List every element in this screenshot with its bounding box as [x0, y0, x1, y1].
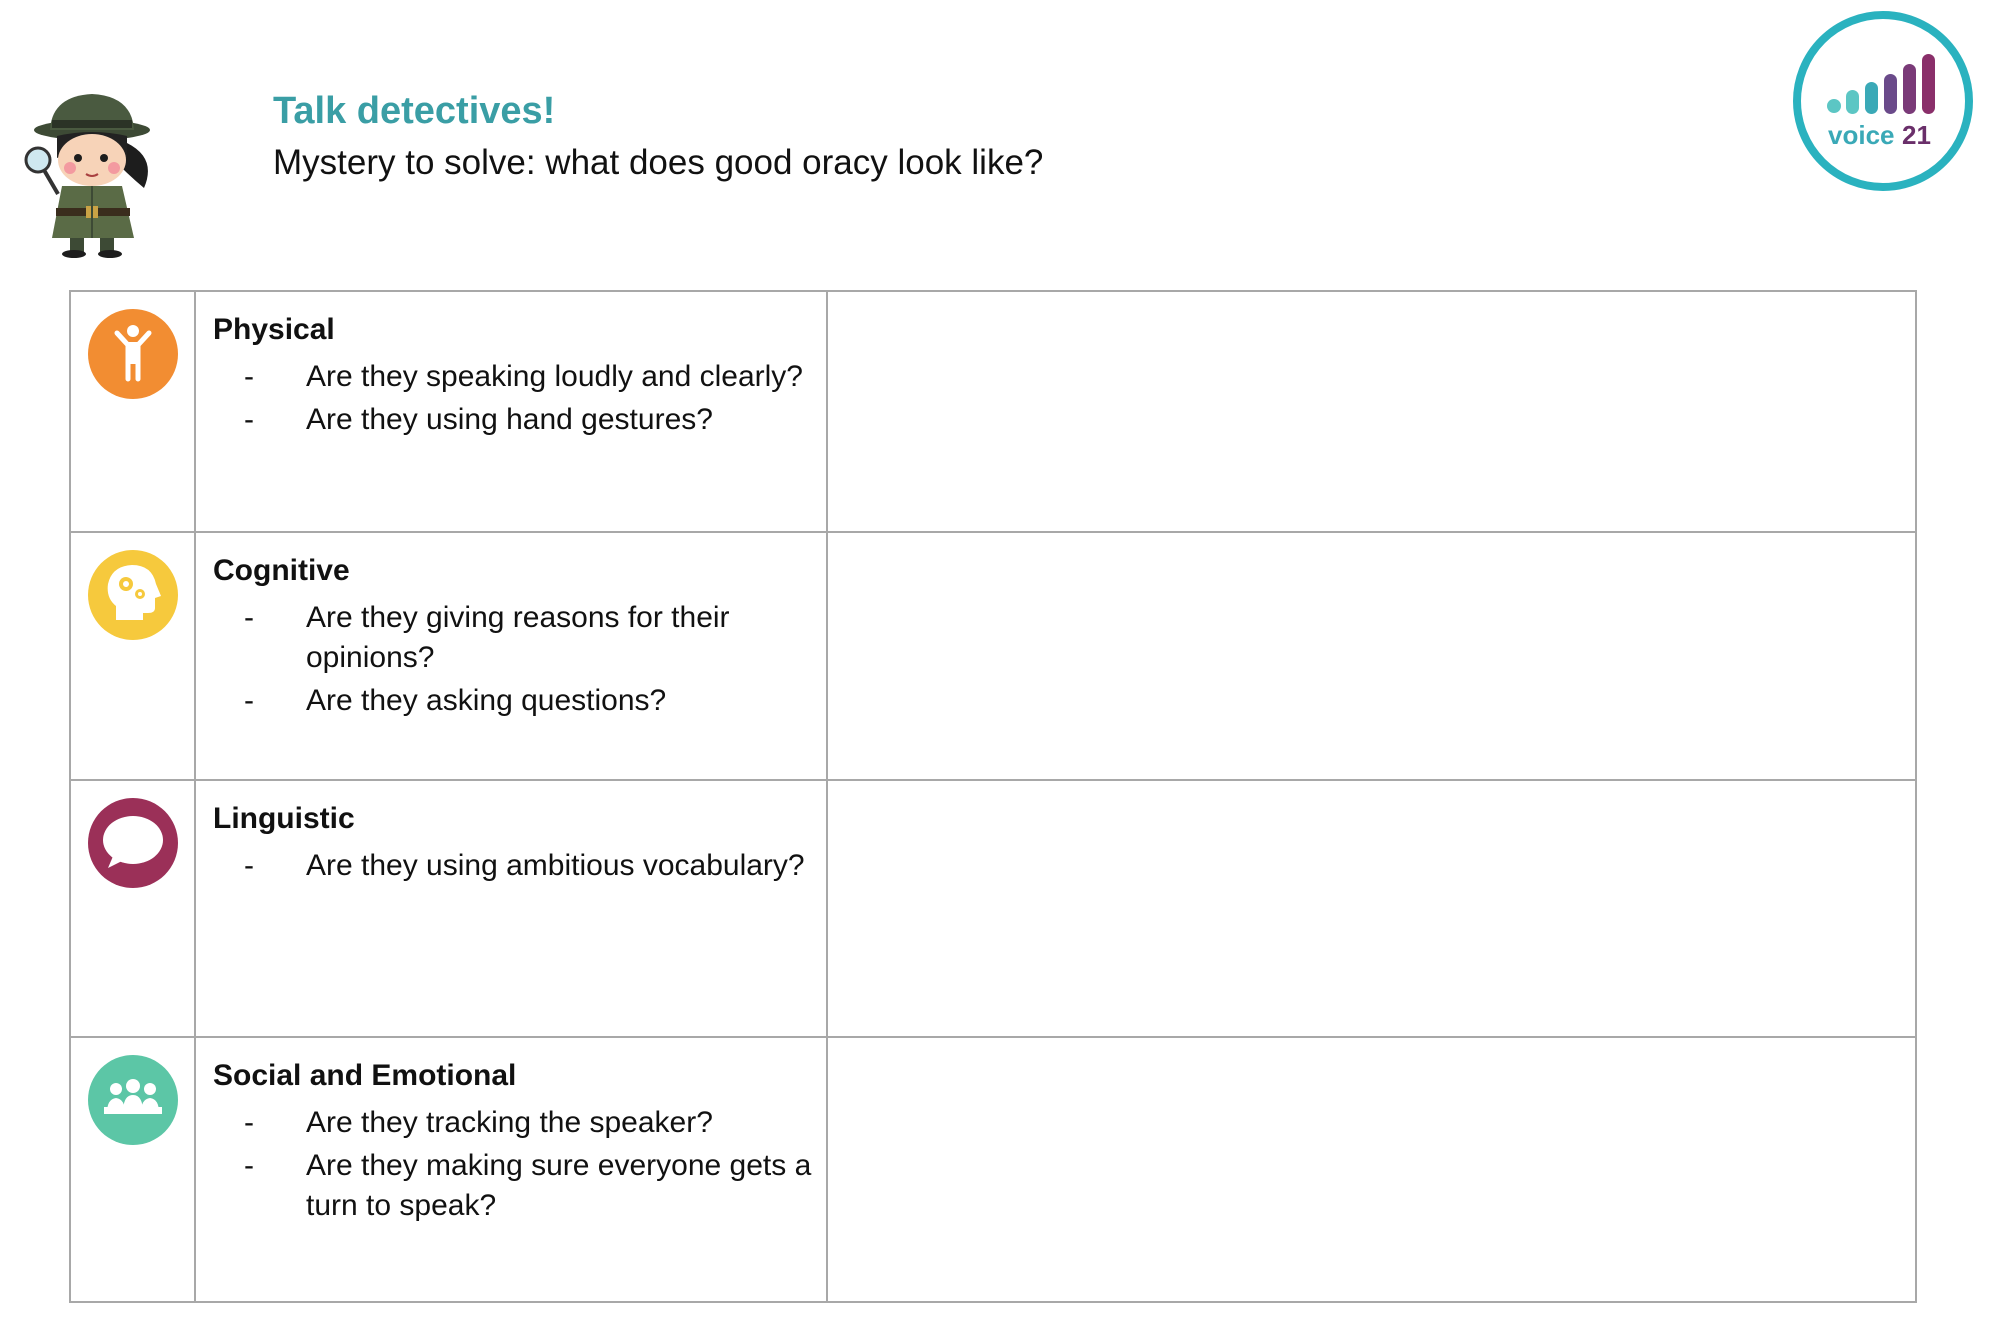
- dash-bullet: -: [244, 1149, 254, 1182]
- dash-bullet: -: [244, 684, 254, 717]
- speech-bubble-icon: [88, 798, 178, 888]
- question-text: Are they speaking loudly and clearly?: [306, 360, 803, 393]
- table-row-linguistic: [70, 780, 1916, 1037]
- category-title: Linguistic: [213, 802, 355, 835]
- question-text: Are they tracking the speaker?: [306, 1106, 713, 1139]
- page-title: Talk detectives!: [273, 90, 556, 132]
- table-row-cognitive: [70, 532, 1916, 780]
- question-text: Are they giving reasons for their opinions?: [306, 601, 730, 674]
- notes-cell[interactable]: [827, 532, 1916, 780]
- logo-number: 21: [1902, 120, 1931, 150]
- list-item: [213, 681, 816, 721]
- icon-cell: [70, 291, 195, 532]
- dash-bullet: -: [244, 403, 254, 436]
- dash-bullet: -: [244, 1106, 254, 1139]
- list-item: [213, 1146, 816, 1226]
- table-row-social-emotional: [70, 1037, 1916, 1302]
- question-text: Are they using hand gestures?: [306, 403, 713, 436]
- category-cell: [195, 291, 827, 532]
- list-item: [213, 1103, 816, 1143]
- dash-bullet: -: [244, 601, 254, 634]
- list-item: [213, 357, 816, 397]
- category-title: Physical: [213, 313, 335, 346]
- question-text: Are they asking questions?: [306, 684, 667, 717]
- question-list: [213, 357, 816, 440]
- icon-cell: [70, 1037, 195, 1302]
- category-title: Social and Emotional: [213, 1059, 517, 1092]
- question-text: Are they making sure everyone gets a turn to speak?: [306, 1149, 812, 1222]
- question-list: [213, 598, 816, 721]
- head-gears-icon: [88, 550, 178, 640]
- list-item: [213, 400, 816, 440]
- logo-text: voice: [1828, 120, 1895, 150]
- notes-cell[interactable]: [827, 1037, 1916, 1302]
- icon-cell: [70, 780, 195, 1037]
- question-text: Are they using ambitious vocabulary?: [306, 849, 805, 882]
- question-list: [213, 1103, 816, 1226]
- dash-bullet: -: [244, 360, 254, 393]
- group-people-icon: [88, 1055, 178, 1145]
- notes-cell[interactable]: [827, 780, 1916, 1037]
- standing-person-icon: [88, 309, 178, 399]
- dash-bullet: -: [244, 849, 254, 882]
- list-item: [213, 846, 816, 886]
- voice21-logo: [1790, 8, 1976, 194]
- question-list: [213, 846, 816, 886]
- category-cell: [195, 1037, 827, 1302]
- icon-cell: [70, 532, 195, 780]
- list-item: [213, 598, 816, 678]
- detective-illustration: [22, 88, 172, 258]
- oracy-table: [69, 290, 1917, 1303]
- category-title: Cognitive: [213, 554, 350, 587]
- page-subtitle: Mystery to solve: what does good oracy look like?: [273, 143, 1044, 182]
- category-cell: [195, 532, 827, 780]
- notes-cell[interactable]: [827, 291, 1916, 532]
- table-row-physical: [70, 291, 1916, 532]
- category-cell: [195, 780, 827, 1037]
